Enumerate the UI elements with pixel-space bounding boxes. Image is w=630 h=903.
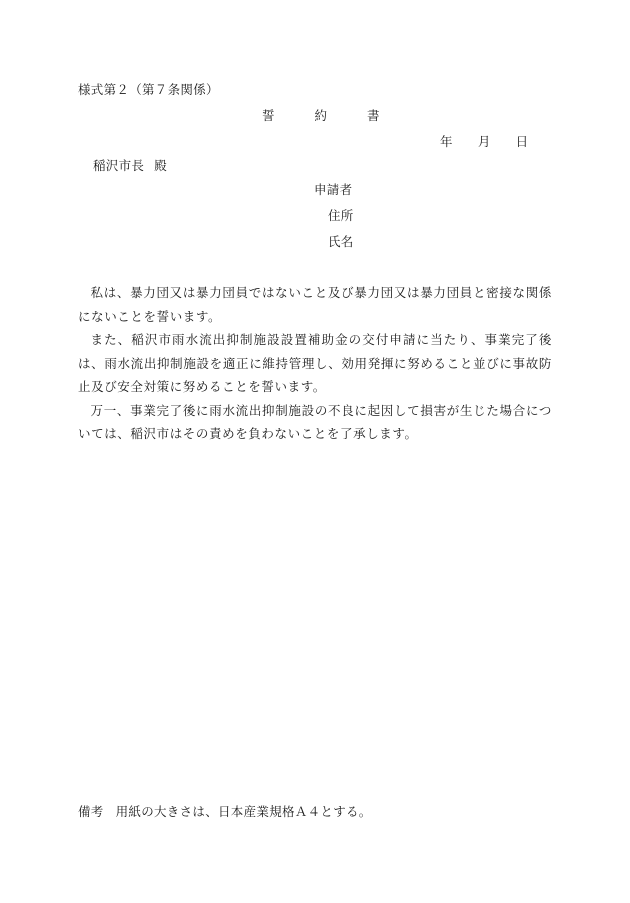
date-month-label: 月 [477, 134, 491, 149]
addressee-honorific: 殿 [154, 158, 168, 173]
document-title [262, 110, 380, 123]
remarks-label: 備考 [78, 804, 104, 819]
date-line [440, 136, 528, 149]
title-char-2: 約 [314, 108, 328, 123]
form-number: 様式第２（第７条関係） [78, 82, 219, 97]
addressee-name: 稲沢市長 [93, 158, 145, 173]
applicant-label: 申請者 [314, 182, 353, 197]
pledge-paragraph-1: 私は、暴力団又は暴力団員ではないこと及び暴力団又は暴力団員と密接な関係にないことを誓います。 [78, 285, 552, 324]
title-char-3: 書 [367, 108, 380, 123]
addressee [93, 160, 167, 173]
title-char-1: 誓 [262, 108, 275, 123]
pledge-body [78, 281, 552, 446]
remarks [78, 806, 372, 819]
date-year-label: 年 [440, 134, 453, 149]
pledge-paragraph-2: また、稲沢市雨水流出抑制施設設置補助金の交付申請に当たり、事業完了後は、雨水流出抑制施設を適正に維持管理し、効用発揮に努めること並びに事故防止及び安全対策に努めることを誓います。 [78, 332, 552, 394]
remarks-text: 用紙の大きさは、日本産業規格Ａ４とする。 [115, 804, 372, 819]
date-day-label: 日 [515, 134, 529, 149]
name-label: 氏名 [328, 234, 354, 249]
pledge-paragraph-3: 万一、事業完了後に雨水流出抑制施設の不良に起因して損害が生じた場合については、稲沢市はその責めを負わないことを了承します。 [78, 402, 552, 441]
address-label: 住所 [328, 208, 354, 223]
